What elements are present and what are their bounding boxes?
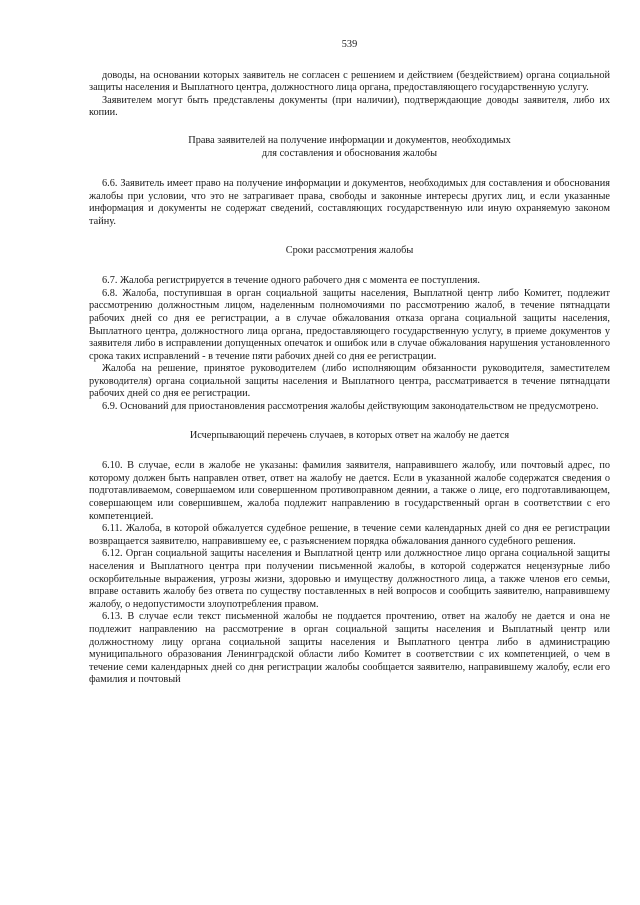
paragraph: Заявителем могут быть представлены документы (при наличии), подтверждающие доводы заявителя, либо их копии. (89, 94, 610, 119)
paragraph-6-8: 6.8. Жалоба, поступившая в орган социальной защиты населения, Выплатной центр либо Комитет, подлежит рассмотрению должностным лицом, наделенным полномочиями по рассмотрению жалоб, в течение пятнадцати рабочих дней со дня ее регистрации, а в случае обжалования отказа органа социальной защиты населения, Выплатного центра, должностного лица органа, предоставляющего государственную услугу, в приеме документов у заявителя либо в исправлении допущенных опечаток и ошибок или в случае обжалования нарушения установленного срока таких исправлений - в течение пяти рабочих дней со дня ее регистрации. (89, 287, 610, 362)
section-heading-terms: Сроки рассмотрения жалобы (285, 244, 414, 256)
section-heading-rights (89, 135, 610, 160)
paragraph-6-11: 6.11. Жалоба, в которой обжалуется судебное решение, в течение семи календарных дней со дня ее регистрации возвращается заявителю, направившему ее, с разъяснением порядка обжалования данного судебного решения. (89, 523, 610, 547)
heading-line: для составления и обоснования жалобы (261, 147, 438, 159)
paragraph: доводы, на основании которых заявитель не согласен с решением и действием (бездействием) органа социальной защиты населения и Выплатного центра, должностного лица органа, предоставляющего государственную услугу. (89, 69, 610, 94)
paragraph-6-6: 6.6. Заявитель имеет право на получение информации и документов, необходимых для составления и обоснования жалобы при условии, что это не затрагивает права, свободы и законные интересы других лиц, и если указанные информация и документы не содержат сведений, составляющих государственную или иную охраняемую законом тайну. (89, 178, 610, 227)
paragraph-6-13: 6.13. В случае если текст письменной жалобы не поддается прочтению, ответ на жалобу не дается и она не подлежит направлению на рассмотрение в орган социальной защиты населения и Выплатный центр или должностному лицу органа социальной защиты населения и Выплатного центра либо в администрацию муниципального образования Ленинградской области либо Комитет в соответствии с их компетенцией, о чем в течение семи календарных дней со дня регистрации жалобы сообщается заявителю, направившему жалобу, если его фамилия и почтовый (89, 611, 610, 686)
paragraph-6-9: 6.9. Оснований для приостановления рассмотрения жалобы действующим законодательством не предусмотрено. (102, 401, 599, 413)
section-heading-no-answer-cases: Исчерпывающий перечень случаев, в которых ответ на жалобу не дается (189, 429, 510, 441)
document-body (89, 70, 610, 687)
paragraph: Жалоба на решение, принятое руководителем (либо исполняющим обязанности руководителя, заместителем руководителя) органа социальной защиты населения и Выплатного центра, рассматривается в течение пятнадцати рабочих дней со дня ее регистрации. (89, 363, 610, 400)
paragraph-6-12: 6.12. Орган социальной защиты населения и Выплатной центр или должностное лицо органа социальной защиты населения и Выплатного центра при получении письменной жалобы, в которой содержатся нецензурные либо оскорбительные выражения, угрозы жизни, здоровью и имуществу должностного лица, а также членов его семьи, вправе оставить жалобу без ответа по существу поставленных в ней вопросов и сообщить заявителю, направившему жалобу, о недопустимости злоупотребления правом. (89, 548, 610, 610)
heading-line: Права заявителей на получение информации и документов, необходимых (188, 134, 511, 146)
paragraph-6-10: 6.10. В случае, если в жалобе не указаны: фамилия заявителя, направившего жалобу, или почтовый адрес, по которому должен быть направлен ответ, ответ на жалобу не дается. Если в указанной жалобе содержатся сведения о подготавливаемом, совершаемом или совершенном противоправном деянии, а также о лице, его подготавливающем, совершающем или совершившем, жалоба подлежит направлению в государственный орган в соответствии с его компетенцией. (89, 460, 610, 522)
page-number: 539 (341, 39, 358, 50)
paragraph-6-7: 6.7. Жалоба регистрируется в течение одного рабочего дня с момента ее поступления. (102, 275, 480, 287)
